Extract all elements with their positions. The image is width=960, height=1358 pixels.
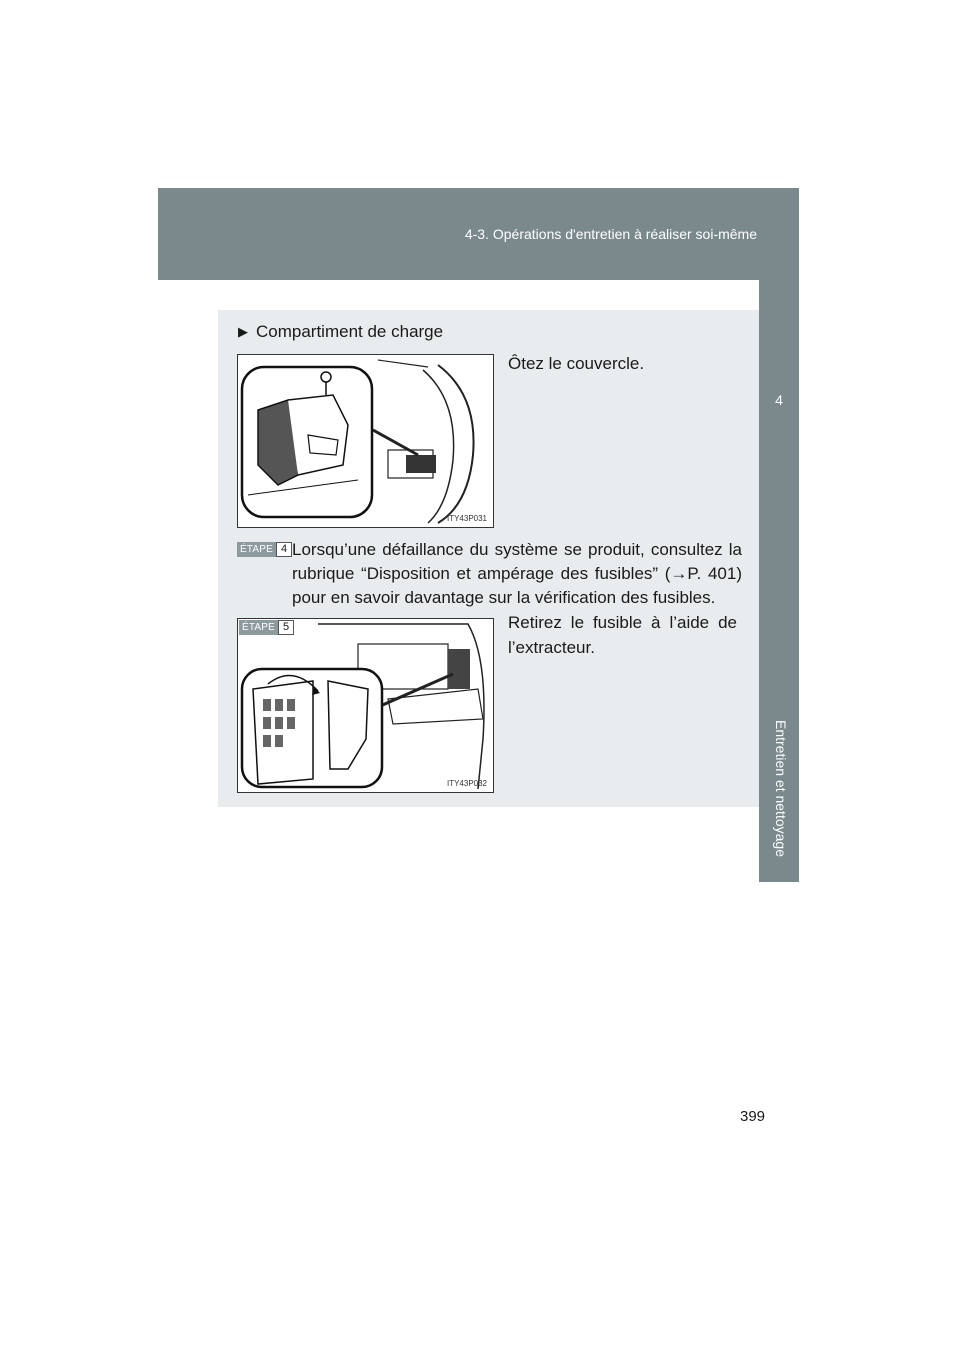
step4-number: 4	[276, 542, 292, 557]
page-number: 399	[740, 1108, 766, 1125]
fuse-extraction-illustration	[237, 618, 494, 793]
content-box	[218, 310, 759, 807]
section-heading	[238, 322, 443, 342]
section-title: 4-3. Opérations d'entretien à réaliser soi-même	[464, 226, 757, 242]
chapter-number: 4	[775, 392, 783, 408]
fuse-box-drawing	[238, 619, 493, 792]
section-heading-text: Compartiment de charge	[256, 322, 444, 341]
step5-instruction: Retirez le fusible à l’aide de l’extracteur.	[508, 613, 737, 657]
triangle-bullet-icon: ▶	[238, 324, 248, 339]
chapter-tab	[759, 280, 799, 882]
step5-number: 5	[278, 620, 294, 635]
step4-instruction: Lorsqu’une défaillance du système se produit, consultez la rubrique “Disposition et ampérage des fusibles” (→P. 401) pour en savoir davantage sur la vérification des fusibles.	[292, 540, 742, 607]
cover-removal-illustration	[237, 354, 494, 528]
step4-label: ÉTAPE	[237, 542, 276, 557]
figure-code: ITY43P031	[446, 514, 487, 523]
figure-code: ITY43P032	[446, 779, 487, 788]
cargo-compartment-drawing	[238, 355, 493, 527]
step5-badge	[239, 620, 294, 635]
step5-label: ÉTAPE	[239, 620, 278, 635]
header-band	[158, 188, 799, 280]
chapter-label: Entretien et nettoyage	[773, 720, 789, 857]
remove-cover-instruction: Ôtez le couvercle.	[508, 354, 645, 373]
step4-badge	[237, 542, 292, 557]
